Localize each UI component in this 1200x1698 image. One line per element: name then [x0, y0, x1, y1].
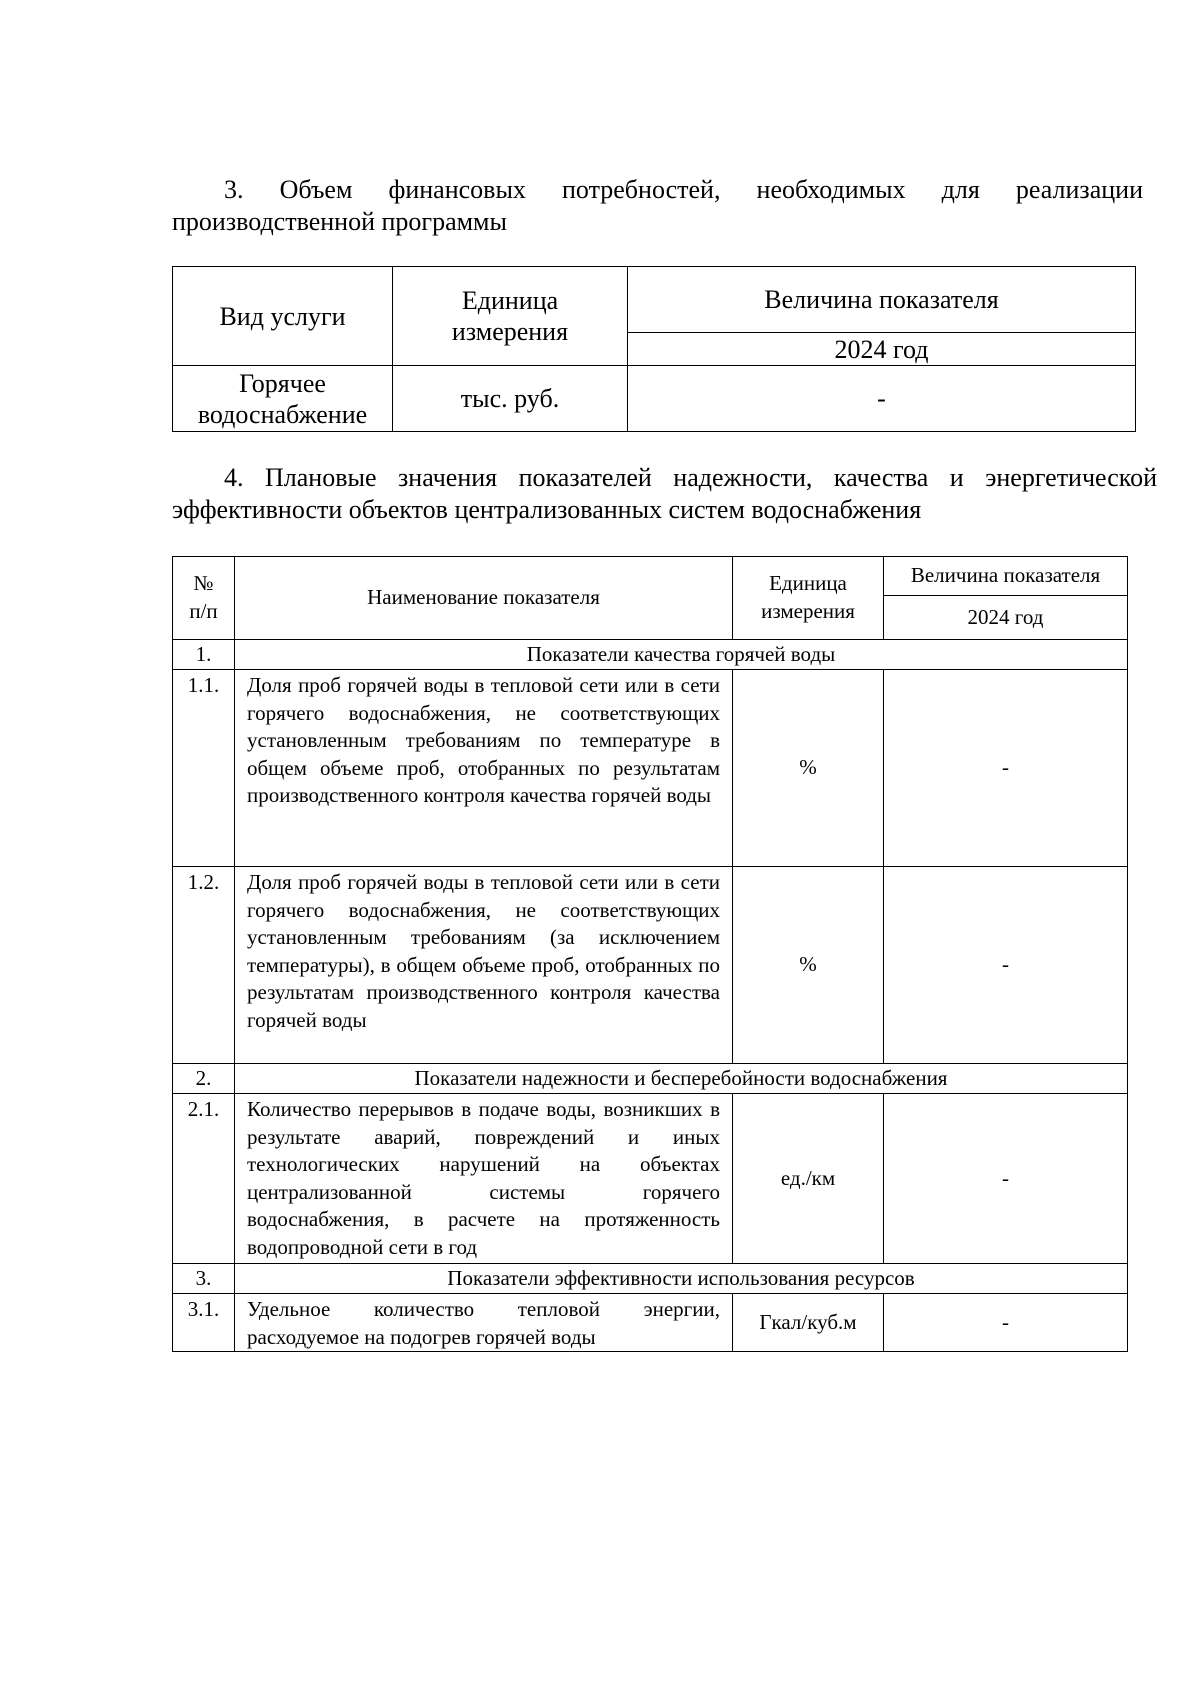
header-year: 2024 год [884, 596, 1128, 640]
header-indicator-value: Величина показателя [628, 267, 1136, 333]
header-service-type: Вид услуги [173, 267, 393, 366]
section-3-heading [172, 174, 1143, 238]
header-num-label: № п/п [189, 571, 218, 623]
header-unit [393, 267, 628, 366]
row-unit: тыс. руб. [393, 366, 628, 432]
header-year: 2024 год [628, 333, 1136, 366]
row-num: 2.1. [173, 1094, 235, 1264]
row-value: - [884, 1294, 1128, 1352]
row-service-label: Горячее водоснабжение [197, 368, 368, 429]
row-value: - [628, 366, 1136, 432]
group-num: 2. [173, 1064, 235, 1094]
header-indicator-name: Наименование показателя [235, 557, 733, 640]
row-indicator-name: Количество перерывов в подаче воды, возникших в результате аварий, повреждений и иных технологических нарушений на объектах централизованной системы горячего водоснабжения, в расчете на протяженность водопроводной сети в год [235, 1094, 733, 1264]
row-unit: Гкал/куб.м [733, 1294, 884, 1352]
row-value: - [884, 670, 1128, 867]
row-unit: % [733, 867, 884, 1064]
row-unit: % [733, 670, 884, 867]
group-title: Показатели надежности и бесперебойности водоснабжения [235, 1064, 1128, 1094]
section-3-heading-continuation: производственной программы [172, 207, 507, 236]
header-unit [733, 557, 884, 640]
group-title: Показатели качества горячей воды [235, 640, 1128, 670]
row-indicator-name: Удельное количество тепловой энергии, расходуемое на подогрев горячей воды [235, 1294, 733, 1352]
header-unit-label: Единица измерения [451, 286, 569, 346]
row-indicator-name: Доля проб горячей воды в тепловой сети или в сети горячего водоснабжения, не соответствующих установленным требованиям по температуре в общем объеме проб, отобранных по результатам производственного контроля качества горячей воды [235, 670, 733, 867]
financial-needs-table [172, 266, 1136, 432]
row-value: - [884, 1094, 1128, 1264]
section-4-heading-line: 4. Плановые значения показателей надежности, качества и энергетической [224, 463, 1157, 492]
header-indicator-value: Величина показателя [884, 557, 1128, 596]
group-num: 1. [173, 640, 235, 670]
group-num: 3. [173, 1264, 235, 1294]
row-indicator-name: Доля проб горячей воды в тепловой сети или в сети горячего водоснабжения, не соответствующих установленным требованиям (за исключением температуры), в общем объеме проб, отобранных по результатам производственного контроля качества горячей воды [235, 867, 733, 1064]
section-3-heading-line: 3. Объем финансовых потребностей, необходимых для реализации [224, 175, 1143, 204]
row-value: - [884, 867, 1128, 1064]
group-title: Показатели эффективности использования ресурсов [235, 1264, 1128, 1294]
row-service [173, 366, 393, 432]
header-unit-label: Единица измерения [761, 571, 855, 623]
section-4-heading-continuation: эффективности объектов централизованных систем водоснабжения [172, 495, 922, 524]
indicators-table [172, 556, 1128, 1352]
row-unit: ед./км [733, 1094, 884, 1264]
row-num: 1.1. [173, 670, 235, 867]
section-4-heading [172, 462, 1157, 526]
row-num: 3.1. [173, 1294, 235, 1352]
row-num: 1.2. [173, 867, 235, 1064]
header-num [173, 557, 235, 640]
